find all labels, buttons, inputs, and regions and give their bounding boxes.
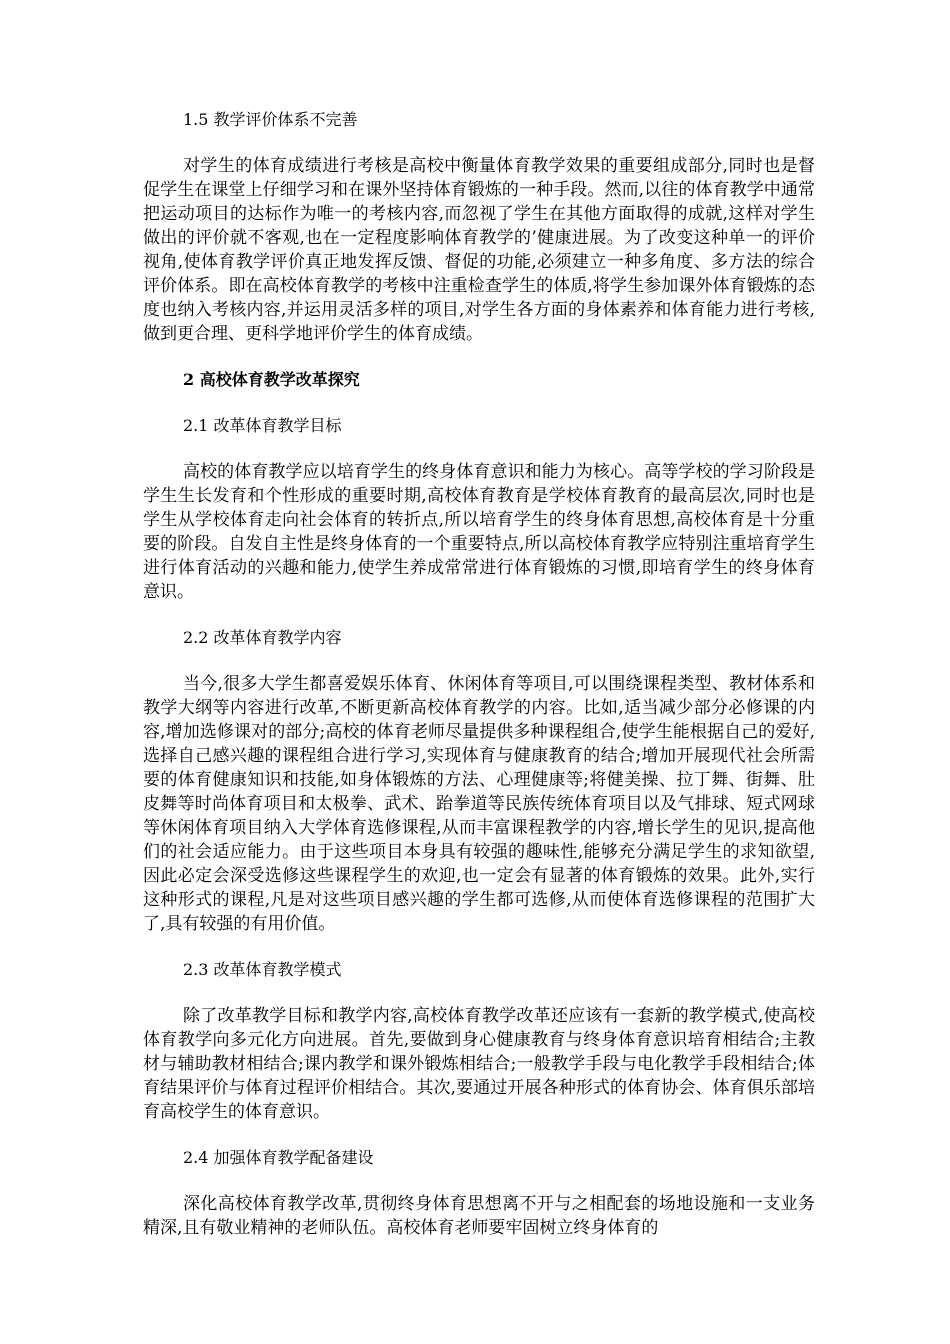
spacer	[143, 392, 815, 414]
spacer	[143, 346, 815, 368]
section-heading-2-2: 2.2 改革体育教学内容	[183, 628, 342, 647]
spacer	[143, 132, 815, 154]
section-paragraph-2-4: 深化高校体育教学改革,贯彻终身体育思想离不开与之相配套的场地设施和一支业务精深,且有敬业精神的老师队伍。高校体育老师要牢固树立终身体育的	[143, 1194, 815, 1238]
section-heading-2-4: 2.4 加强体育教学配备建设	[183, 1148, 374, 1167]
spacer	[143, 1124, 815, 1146]
spacer	[143, 438, 815, 460]
spacer	[143, 650, 815, 672]
spacer	[143, 604, 815, 626]
section-paragraph-2-3: 除了改革教学目标和教学内容,高校体育教学改革还应该有一套新的教学模式,使高校体育教学向多元化方向进展。首先,要做到身心健康教育与终身体育意识培育相结合;主教材与辅助教材相结合;课内教学和课外锻炼相结合;一般教学手段与电化教学手段相结合;体育结果评价与体育过程评价相结合。其次,要通过开展各种形式的体育协会、体育俱乐部培育高校学生的体育意识。	[143, 1006, 815, 1122]
section-paragraph-2-2: 当今,很多大学生都喜爱娱乐体育、休闲体育等项目,可以围绕课程类型、教材体系和教学大纲等内容进行改革,不断更新高校体育教学的内容。比如,适当减少部分必修课的内容,增加选修课对的部分;高校的体育老师尽量提供多种课程组合,使学生能根据自己的爱好,选择自己感兴趣的课程组合进行学习,实现体育与健康教育的结合;增加开展现代社会所需要的体育健康知识和技能,如身体锻炼的方法、心理健康等;将健美操、拉丁舞、街舞、肚皮舞等时尚体育项目和太极拳、武术、跆拳道等民族传统体育项目以及气排球、短式网球等休闲体育项目纳入大学体育选修课程,从而丰富课程教学的内容,增长学生的见识,提高他们的社会适应能力。由于这些项目本身具有较强的趣味性,能够充分满足学生的求知欲望,因此必定会深受选修这些课程学生的欢迎,也一定会有显著的体育锻炼的效果。此外,实行这种形式的课程,凡是对这些项目感兴趣的学生都可选修,从而使体育选修课程的范围扩大了,具有较强的有用价值。	[143, 674, 815, 934]
section-heading-1-5: 1.5 教学评价体系不完善	[183, 110, 358, 129]
section-paragraph-2-1: 高校的体育教学应以培育学生的终身体育意识和能力为核心。高等学校的学习阶段是学生生长发育和个性形成的重要时期,高校体育教育是学校体育教育的最高层次,同时也是学生从学校体育走向社会体育的转折点,所以培育学生的终身体育思想,高校体育是十分重要的阶段。自发自主性是终身体育的一个重要特点,所以高校体育教学应特别注重培育学生进行体育活动的兴趣和能力,使学生养成常常进行体育锻炼的习惯,即培育学生的终身体育意识。	[143, 462, 815, 602]
section-heading-2: 2 高校体育教学改革探究	[183, 370, 360, 389]
section-heading-2-1: 2.1 改革体育教学目标	[183, 416, 342, 435]
spacer	[143, 1170, 815, 1192]
spacer	[143, 936, 815, 958]
section-paragraph-1-5: 对学生的体育成绩进行考核是高校中衡量体育教学效果的重要组成部分,同时也是督促学生在课堂上仔细学习和在课外坚持体育锻炼的一种手段。然而,以往的体育教学中通常把运动项目的达标作为唯一的考核内容,而忽视了学生在其他方面取得的成就,这样对学生做出的评价就不客观,也在一定程度影响体育教学的’健康进展。为了改变这种单一的评价视角,使体育教学评价真正地发挥反馈、督促的功能,必须建立一种多角度、多方法的综合评价体系。即在高校体育教学的考核中注重检查学生的体质,将学生参加课外体育锻炼的态度也纳入考核内容,并运用灵活多样的项目,对学生各方面的身体素养和体育能力进行考核,做到更合理、更科学地评价学生的体育成绩。	[143, 156, 815, 344]
document-page	[143, 108, 815, 1240]
spacer	[143, 982, 815, 1004]
section-heading-2-3: 2.3 改革体育教学模式	[183, 960, 342, 979]
